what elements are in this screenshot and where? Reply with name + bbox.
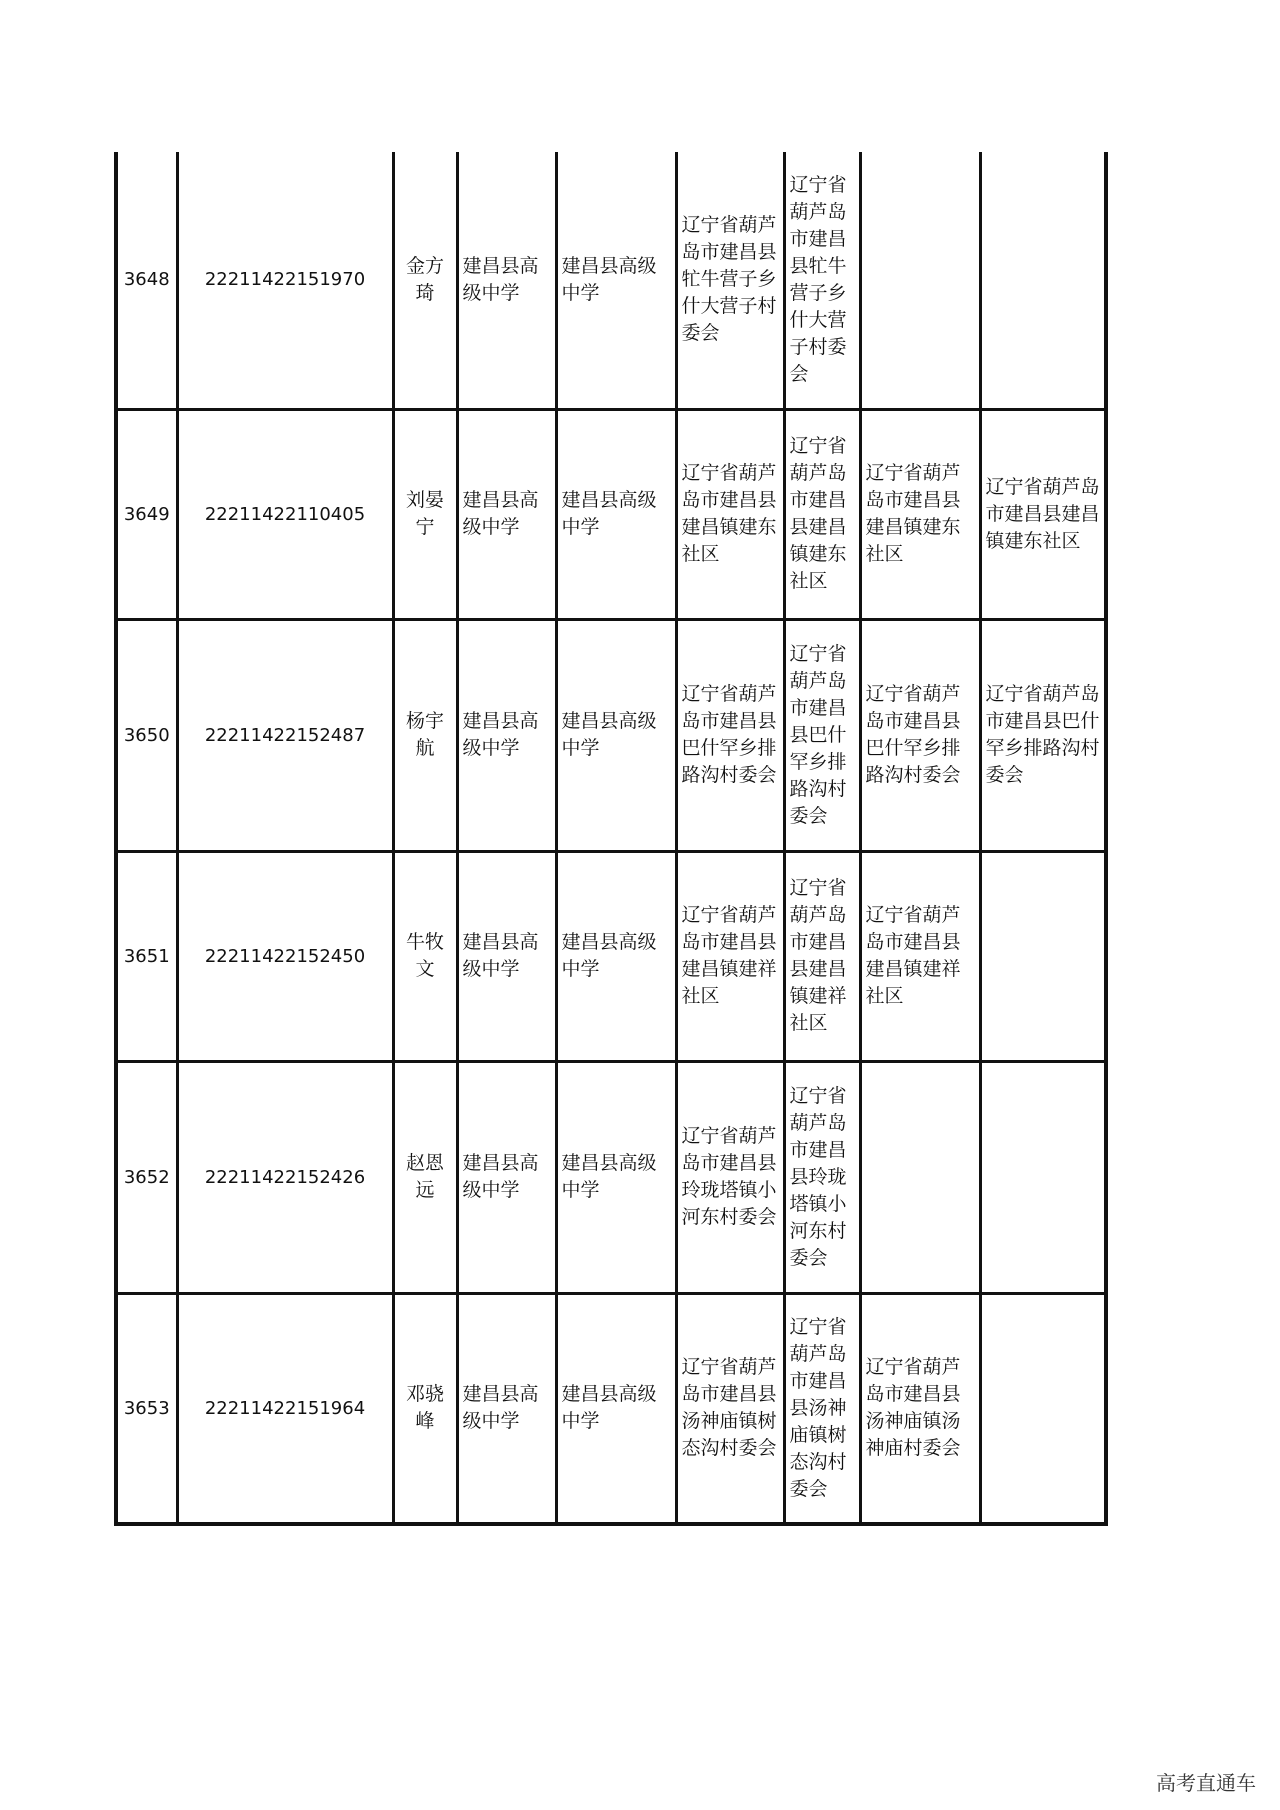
table-row [116,619,1106,851]
row-unit: 建昌县高级中学 [556,152,676,409]
row-school: 建昌县高级中学 [457,619,556,851]
row-address-3: 辽宁省葫芦岛市建昌县建昌镇建东社区 [860,409,980,619]
roster-table-container [114,152,1108,1526]
row-unit: 建昌县高级中学 [556,409,676,619]
row-school: 建昌县高级中学 [457,152,556,409]
row-name: 刘晏宁 [393,409,457,619]
row-name: 杨宇航 [393,619,457,851]
row-exam-id: 22211422151970 [177,152,393,409]
row-unit: 建昌县高级中学 [556,1293,676,1524]
roster-table [114,152,1108,1526]
table-row [116,152,1106,409]
row-address-2: 辽宁省葫芦岛市建昌县玲珑塔镇小河东村委会 [784,1061,860,1293]
table-row [116,409,1106,619]
row-address-4 [980,1061,1106,1293]
row-seq: 3648 [116,152,177,409]
row-address-4: 辽宁省葫芦岛市建昌县建昌镇建东社区 [980,409,1106,619]
row-address-2: 辽宁省葫芦岛市建昌县汤神庙镇树态沟村委会 [784,1293,860,1524]
row-address-1: 辽宁省葫芦岛市建昌县巴什罕乡排路沟村委会 [676,619,784,851]
row-address-3: 辽宁省葫芦岛市建昌县巴什罕乡排路沟村委会 [860,619,980,851]
row-address-3 [860,152,980,409]
row-address-2: 辽宁省葫芦岛市建昌县巴什罕乡排路沟村委会 [784,619,860,851]
row-address-1: 辽宁省葫芦岛市建昌县玲珑塔镇小河东村委会 [676,1061,784,1293]
table-row [116,1061,1106,1293]
row-address-3 [860,1061,980,1293]
row-unit: 建昌县高级中学 [556,619,676,851]
row-name: 邓骁峰 [393,1293,457,1524]
row-seq: 3652 [116,1061,177,1293]
row-exam-id: 22211422152450 [177,851,393,1061]
row-exam-id: 22211422110405 [177,409,393,619]
row-address-4 [980,1293,1106,1524]
row-school: 建昌县高级中学 [457,1061,556,1293]
row-address-1: 辽宁省葫芦岛市建昌县牤牛营子乡什大营子村委会 [676,152,784,409]
row-school: 建昌县高级中学 [457,409,556,619]
row-exam-id: 22211422152487 [177,619,393,851]
row-seq: 3653 [116,1293,177,1524]
row-name: 赵恩远 [393,1061,457,1293]
row-school: 建昌县高级中学 [457,1293,556,1524]
watermark-text: 高考直通车 [1156,1771,1256,1795]
row-seq: 3650 [116,619,177,851]
table-row [116,851,1106,1061]
row-address-1: 辽宁省葫芦岛市建昌县建昌镇建东社区 [676,409,784,619]
row-seq: 3651 [116,851,177,1061]
row-name: 金方琦 [393,152,457,409]
row-exam-id: 22211422151964 [177,1293,393,1524]
row-address-1: 辽宁省葫芦岛市建昌县建昌镇建祥社区 [676,851,784,1061]
row-unit: 建昌县高级中学 [556,851,676,1061]
row-name: 牛牧文 [393,851,457,1061]
row-seq: 3649 [116,409,177,619]
row-unit: 建昌县高级中学 [556,1061,676,1293]
row-school: 建昌县高级中学 [457,851,556,1061]
table-row [116,1293,1106,1524]
row-address-1: 辽宁省葫芦岛市建昌县汤神庙镇树态沟村委会 [676,1293,784,1524]
row-address-4 [980,152,1106,409]
row-address-3: 辽宁省葫芦岛市建昌县汤神庙镇汤神庙村委会 [860,1293,980,1524]
row-address-3: 辽宁省葫芦岛市建昌县建昌镇建祥社区 [860,851,980,1061]
row-exam-id: 22211422152426 [177,1061,393,1293]
row-address-2: 辽宁省葫芦岛市建昌县建昌镇建祥社区 [784,851,860,1061]
row-address-4 [980,851,1106,1061]
row-address-2: 辽宁省葫芦岛市建昌县建昌镇建东社区 [784,409,860,619]
row-address-2: 辽宁省葫芦岛市建昌县牤牛营子乡什大营子村委会 [784,152,860,409]
row-address-4: 辽宁省葫芦岛市建昌县巴什罕乡排路沟村委会 [980,619,1106,851]
